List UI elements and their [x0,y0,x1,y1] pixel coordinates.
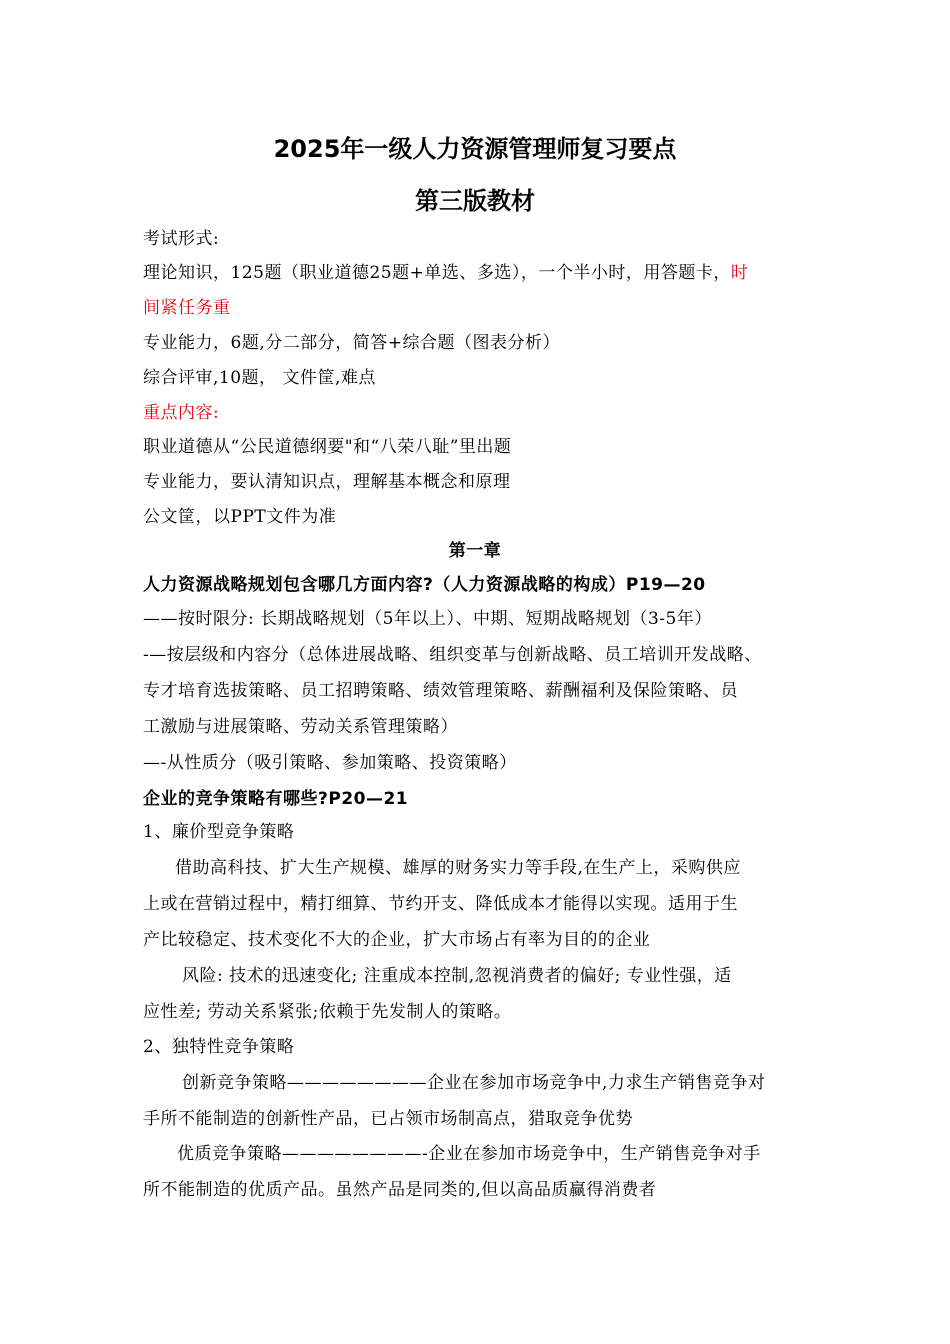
strategy-1-para-3: 产比较稳定、技术变化不大的企业，扩大市场占有率为目的的企业 [143,930,651,950]
strategy-2-quality-2: 所不能制造的优质产品。虽然产品是同类的,但以高品质赢得消费者 [143,1180,657,1200]
theory-line [143,261,748,285]
q1-line-b2: 专才培育选拔策略、员工招聘策略、绩效管理策略、薪酬福利及保险策略、员 [143,681,738,701]
question-2: 企业的竞争策略有哪些?P20—21 [143,789,409,809]
strategy-2-innovation-1: 创新竞争策略————————企业在参加市场竞争中,力求生产销售竞争对 [182,1073,766,1093]
strategy-2-heading: 2、独特性竞争策略 [143,1037,295,1057]
theory-emphasis-cont: 间紧任务重 [143,298,231,318]
key-line-2: 专业能力，要认清知识点，理解基本概念和原理 [143,472,511,492]
strategy-1-risk-1: 风险: 技术的迅速变化; 注重成本控制,忽视消费者的偏好; 专业性强，适 [182,966,732,986]
chapter-heading: 第一章 [448,541,502,561]
question-1: 人力资源战略规划包含哪几方面内容?（人力资源战略的构成）P19—20 [143,575,706,595]
strategy-2-innovation-2: 手所不能制造的创新性产品，已占领市场制高点，猎取竞争优势 [143,1109,633,1129]
review-line: 综合评审,10题， 文件筐,难点 [143,368,376,388]
document-title: 2025年一级人力资源管理师复习要点 [273,135,677,163]
strategy-1-para-1: 借助高科技、扩大生产规模、雄厚的财务实力等手段,在生产上，采购供应 [175,858,741,878]
q1-line-a: ——按时限分: 长期战略规划（5年以上）、中期、短期战略规划（3-5年） [143,609,712,629]
q1-line-b3: 工激励与进展策略、劳动关系管理策略） [143,717,458,737]
q1-line-b1: -—按层级和内容分（总体进展战略、组织变革与创新战略、员工培训开发战略、 [143,645,762,665]
strategy-1-para-2: 上或在营销过程中，精打细算、节约开支、降低成本才能得以实现。适用于生 [143,894,738,914]
theory-emphasis: 时 [730,263,749,283]
theory-text: 理论知识，125题（职业道德25题+单选、多选），一个半小时，用答题卡， [143,263,731,283]
strategy-1-risk-2: 应性差; 劳动关系紧张;依赖于先发制人的策略。 [143,1002,512,1022]
key-line-1: 职业道德从“公民道德纲要"和“八荣八耻”里出题 [143,437,512,457]
strategy-2-quality-1: 优质竞争策略————————-企业在参加市场竞争中，生产销售竞争对手 [177,1144,761,1164]
q1-line-c: —-从性质分（吸引策略、参加策略、投资策略） [143,753,517,773]
document-subtitle: 第三版教材 [415,187,535,215]
exam-format-label: 考试形式: [143,229,220,249]
skills-line: 专业能力，6题,分二部分，简答+综合题（图表分析） [143,333,560,353]
key-line-3: 公文筐，以PPT文件为准 [143,507,337,527]
strategy-1-heading: 1、廉价型竞争策略 [143,822,295,842]
key-content-label: 重点内容: [143,403,220,423]
